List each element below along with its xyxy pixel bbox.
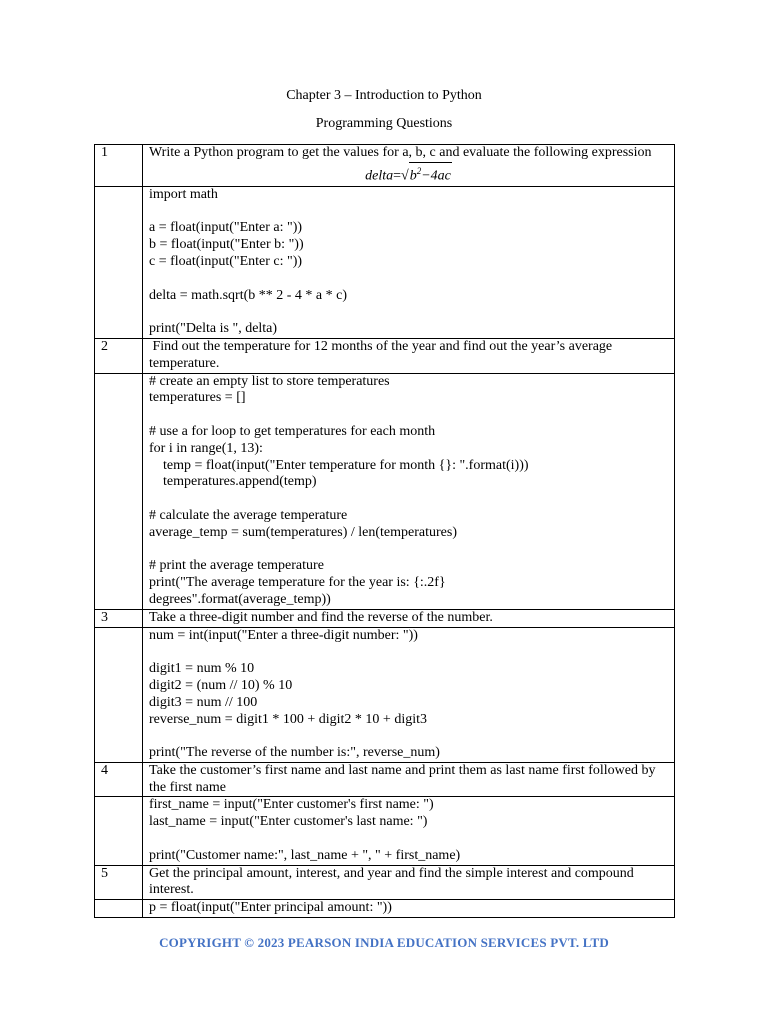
answer-code: import math a = float(input("Enter a: ")) b = float(input("Enter b: ")) c = float(input("Enter c: ")) delta = math.sqrt(b ** 2 - 4 * a * c) print("Delta is ", delta): [149, 186, 348, 337]
question-number: 5: [95, 865, 143, 900]
question-cell: [143, 338, 675, 373]
question-number: 1: [95, 145, 143, 187]
question-row: [95, 865, 675, 900]
question-text: Take the customer’s first name and last name and print them as last name first followed by the first name: [149, 762, 660, 795]
formula-lhs: delta: [365, 168, 394, 184]
empty-number-cell: [95, 797, 143, 865]
question-text: Take a three-digit number and find the reverse of the number.: [149, 609, 493, 625]
sqrt-icon: √: [401, 168, 409, 184]
formula-exponent: 2: [416, 165, 422, 176]
empty-number-cell: [95, 373, 143, 609]
chapter-title: Chapter 3 – Introduction to Python: [286, 88, 482, 103]
empty-number-cell: [95, 186, 143, 338]
question-number: 4: [95, 762, 143, 797]
question-number: 3: [95, 609, 143, 627]
copyright-footer: COPYRIGHT © 2023 PEARSON INDIA EDUCATION SERVICES PVT. LTD: [159, 935, 609, 950]
question-row: [95, 338, 675, 373]
formula-radicand: [409, 162, 452, 185]
section-title: Programming Questions: [315, 116, 453, 131]
questions-table: [94, 144, 675, 918]
empty-number-cell: [95, 900, 143, 918]
question-text: Write a Python program to get the values for a, b, c and evaluate the following expression: [149, 145, 652, 160]
formula-rest: −4ac: [421, 168, 451, 184]
answer-row: [95, 797, 675, 865]
question-cell: [143, 145, 675, 187]
empty-number-cell: [95, 627, 143, 762]
answer-cell: [143, 373, 675, 609]
question-cell: [143, 865, 675, 900]
formula-b: b: [409, 168, 417, 184]
answer-row: [95, 627, 675, 762]
question-text: Find out the temperature for 12 months of the year and find out the year’s average temperature.: [149, 338, 616, 371]
answer-code: first_name = input("Enter customer's first name: ") last_name = input("Enter customer's last name: ") print("Customer name:", last_name + ", " + first_name): [149, 797, 461, 863]
question-cell: [143, 609, 675, 627]
answer-row: [95, 373, 675, 609]
question-number: 2: [95, 338, 143, 373]
answer-code: num = int(input("Enter a three-digit number: ")) digit1 = num % 10 digit2 = (num // 10) % 10 digit3 = num // 100 reverse_num = digit1 * 100 + digit2 * 10 + digit3 print("The reverse of the number is:", reverse_num): [149, 627, 440, 761]
answer-row: [95, 186, 675, 338]
question-row: [95, 145, 675, 187]
answer-row: [95, 900, 675, 918]
answer-cell: [143, 797, 675, 865]
answer-code: # create an empty list to store temperatures temperatures = [] # use a for loop to get temperatures for each month for i in range(1, 13): temp = float(input("Enter temperature for month {}: ".format(i))) temperatures.append(temp) # calculate the average temperature average_temp = sum(temperatures) / len(temperatures) # print the average temperature print("The average temperature for the year is: {:.2f} degrees".format(average_temp)): [149, 373, 529, 607]
answer-cell: [143, 186, 675, 338]
question-text: Get the principal amount, interest, and year and find the simple interest and compound interest.: [149, 865, 638, 898]
answer-cell: [143, 900, 675, 918]
formula-equals: =: [393, 168, 402, 184]
question-row: [95, 609, 675, 627]
delta-formula: [149, 162, 668, 186]
question-cell: [143, 762, 675, 797]
question-row: [95, 762, 675, 797]
answer-cell: [143, 627, 675, 762]
answer-code: p = float(input("Enter principal amount: ")): [149, 900, 392, 916]
